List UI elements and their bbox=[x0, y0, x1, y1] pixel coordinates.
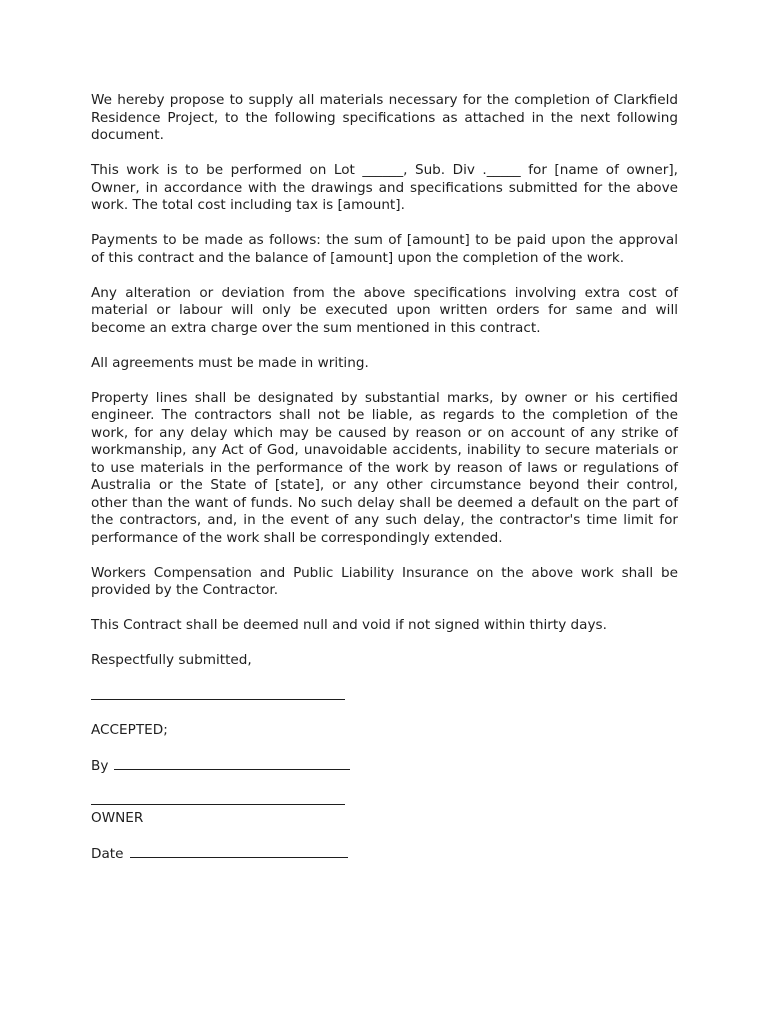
date-label: Date bbox=[91, 845, 124, 862]
date-line[interactable] bbox=[130, 845, 348, 858]
date-row bbox=[91, 845, 678, 863]
paragraph-property-lines: Property lines shall be designated by substantial marks, by owner or his certified engineer. The contractors shall not be liable, as regards to the completion of the work, for any delay which may be caused by reason or on account of any strike of workmanship, any Act of God, unavoidable accidents, inability to secure materials or to use materials in the performance of the work by reason of laws or regulations of Australia or the State of [state], or any other circumstance beyond their control, other than the want of funds. No such delay shall be deemed a default on the part of the contractors, and, in the event of any such delay, the contractor's time limit for performance of the work shall be correspondingly extended. bbox=[91, 389, 678, 546]
by-label: By bbox=[91, 758, 109, 774]
contractor-signature-line[interactable] bbox=[91, 687, 345, 700]
paragraph-insurance: Workers Compensation and Public Liability Insurance on the above work shall be provided by the Contractor. bbox=[91, 564, 678, 598]
contractor-signature-row bbox=[91, 687, 678, 705]
paragraph-agreements: All agreements must be made in writing. bbox=[91, 354, 369, 371]
paragraph-payments: Payments to be made as follows: the sum of [amount] to be paid upon the approval of this contract and the balance of [amount] upon the completion of the work. bbox=[91, 232, 678, 266]
paragraph-alterations: Any alteration or deviation from the above specifications involving extra cost of material or labour will only be executed upon written orders for same and will become an extra charge over the sum mentioned in this contract. bbox=[91, 284, 678, 336]
closing-salutation: Respectfully submitted, bbox=[91, 652, 252, 668]
paragraph-work-location: This work is to be performed on Lot ______, Sub. Div ._____ for [name of owner], Owner, in accordance with the drawings and specifications submitted for the above work. The total cost including tax is [amount]. bbox=[91, 162, 678, 213]
by-signature-line[interactable] bbox=[114, 757, 350, 770]
owner-label: OWNER bbox=[91, 809, 144, 826]
by-signature-row bbox=[91, 757, 678, 775]
contract-body bbox=[91, 92, 678, 880]
owner-signature-line[interactable] bbox=[91, 792, 345, 805]
owner-signature-row bbox=[91, 792, 678, 810]
paragraph-proposal: We hereby propose to supply all materials necessary for the completion of Clarkfield Residence Project, to the following specifications as attached in the next following document. bbox=[91, 92, 678, 143]
paragraph-validity: This Contract shall be deemed null and void if not signed within thirty days. bbox=[91, 617, 607, 633]
accepted-label: ACCEPTED; bbox=[91, 722, 168, 738]
